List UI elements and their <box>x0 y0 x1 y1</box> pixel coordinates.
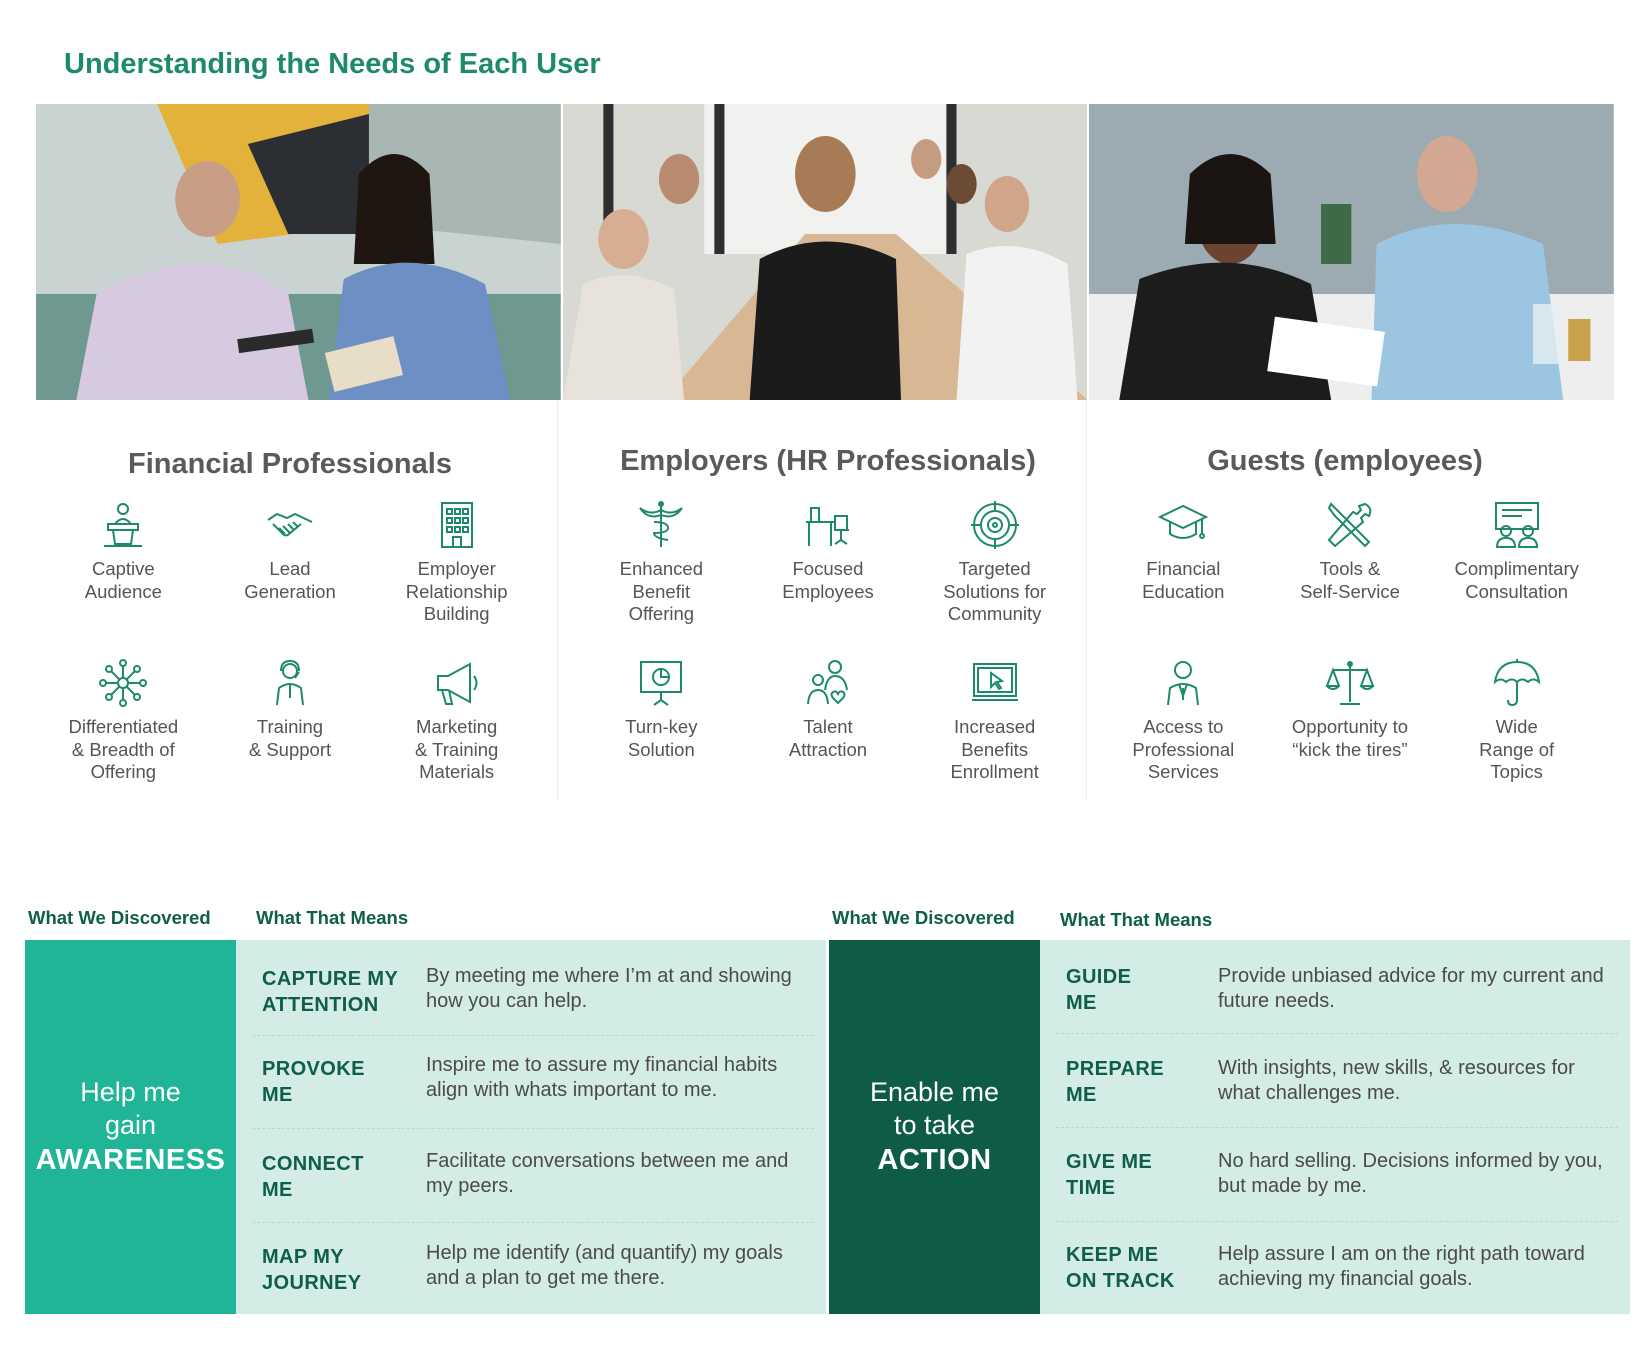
feature-item <box>745 500 912 642</box>
headset-person-icon <box>265 658 315 708</box>
section-1-means-label: What That Means <box>256 907 409 928</box>
lead-line: to take <box>893 1110 976 1140</box>
feature-label: Captive Audience <box>84 558 162 602</box>
feature-item <box>1267 658 1434 800</box>
row-value: By meeting me where I’m at and showing how you can help. <box>426 965 792 1012</box>
handshake-icon <box>265 500 315 550</box>
presentation-board-icon <box>636 658 686 708</box>
megaphone-icon <box>432 658 482 708</box>
row-key: GIVE ME TIME <box>1066 1151 1153 1199</box>
lead-line: Help me <box>80 1077 181 1107</box>
people-heart-icon <box>803 658 853 708</box>
building-icon <box>432 500 482 550</box>
lead-strong: ACTION <box>877 1144 992 1176</box>
row-separator <box>252 1035 814 1036</box>
feature-item <box>40 658 207 800</box>
row-key: PROVOKE ME <box>262 1058 365 1106</box>
row-key: PREPARE ME <box>1066 1058 1165 1106</box>
section-2-means-label: What That Means <box>1060 909 1213 930</box>
column-heading: Financial Professionals <box>128 448 452 480</box>
feature-label: Tools & Self-Service <box>1300 558 1400 602</box>
row-key: MAP MY JOURNEY <box>262 1246 362 1294</box>
podium-icon <box>98 500 148 550</box>
photo-financial-professionals <box>36 104 561 400</box>
row-value: Inspire me to assure my financial habits align with whats important to me. <box>426 1054 778 1101</box>
feature-item <box>1433 658 1600 800</box>
photo-strip <box>36 104 1614 400</box>
row-separator <box>252 1222 814 1223</box>
desk-chair-icon <box>803 500 853 550</box>
feature-label: Focused Employees <box>782 558 874 602</box>
feature-label: Complimentary Consultation <box>1454 558 1579 602</box>
row-key: CONNECT ME <box>262 1153 364 1201</box>
row-separator <box>252 1128 814 1129</box>
feature-label: Wide Range of Topics <box>1479 716 1555 782</box>
icon-grid <box>40 500 540 800</box>
feature-label: Differentiated & Breadth of Offering <box>68 716 179 782</box>
feature-item <box>373 500 540 642</box>
feature-label: Targeted Solutions for Community <box>943 558 1047 624</box>
feature-item <box>207 500 374 642</box>
feature-item <box>911 658 1078 800</box>
column-heading: Employers (HR Professionals) <box>620 445 1036 477</box>
feature-item <box>578 658 745 800</box>
network-icon <box>98 658 148 708</box>
awareness-box <box>25 940 236 1314</box>
row-value: Provide unbiased advice for my current and future needs. <box>1218 965 1604 1012</box>
section-2-discovered-label: What We Discovered <box>832 907 1015 928</box>
lead-line: gain <box>104 1110 157 1140</box>
feature-item <box>911 500 1078 642</box>
icon-grid <box>578 500 1078 800</box>
consultation-icon <box>1492 500 1542 550</box>
row-key: KEEP ME ON TRACK <box>1066 1244 1175 1292</box>
caduceus-icon <box>636 500 686 550</box>
row-value: No hard selling. Decisions informed by you, but made by me. <box>1218 1150 1603 1197</box>
feature-label: Enhanced Benefit Offering <box>619 558 703 624</box>
laptop-cursor-icon <box>970 658 1020 708</box>
column-guests <box>1100 418 1600 818</box>
feature-item <box>1267 500 1434 642</box>
feature-item <box>1100 658 1267 800</box>
row-separator <box>1056 1033 1618 1034</box>
column-divider <box>1086 400 1087 800</box>
page-title: Understanding the Needs of Each User <box>64 48 601 80</box>
row-value: With insights, new skills, & resources for what challenges me. <box>1218 1057 1575 1104</box>
tools-icon <box>1325 500 1375 550</box>
feature-item <box>1433 500 1600 642</box>
row-separator <box>1056 1127 1618 1128</box>
target-icon <box>970 500 1020 550</box>
column-divider <box>557 400 558 800</box>
column-financial-professionals <box>40 418 540 818</box>
column-employers <box>578 418 1078 818</box>
icon-grid <box>1100 500 1600 800</box>
feature-item <box>1100 500 1267 642</box>
section-1-discovered-label: What We Discovered <box>28 907 211 928</box>
feature-label: Access to Professional Services <box>1132 716 1235 782</box>
feature-label: Increased Benefits Enrollment <box>950 716 1039 782</box>
row-key: GUIDE ME <box>1066 966 1132 1014</box>
scales-icon <box>1325 658 1375 708</box>
photo-guests <box>1089 104 1614 400</box>
feature-item <box>207 658 374 800</box>
row-separator <box>1056 1221 1618 1222</box>
feature-label: Opportunity to “kick the tires” <box>1291 716 1409 760</box>
action-box <box>829 940 1040 1314</box>
row-key: CAPTURE MY ATTENTION <box>262 968 399 1016</box>
feature-label: Employer Relationship Building <box>405 558 508 624</box>
feature-label: Financial Education <box>1142 558 1225 602</box>
lead-line: Enable me <box>869 1077 1000 1107</box>
feature-item <box>40 500 207 642</box>
feature-label: Marketing & Training Materials <box>415 716 499 782</box>
graduation-cap-icon <box>1158 500 1208 550</box>
row-value: Help me identify (and quantify) my goals and a plan to get me there. <box>426 1242 783 1289</box>
feature-item <box>578 500 745 642</box>
column-heading: Guests (employees) <box>1207 445 1483 477</box>
feature-label: Training & Support <box>248 716 332 760</box>
professional-person-icon <box>1158 658 1208 708</box>
feature-label: Talent Attraction <box>788 716 868 760</box>
photo-employers <box>563 104 1088 400</box>
row-value: Help assure I am on the right path toward achieving my financial goals. <box>1218 1243 1585 1290</box>
feature-item <box>745 658 912 800</box>
feature-label: Turn-key Solution <box>625 716 698 760</box>
feature-label: Lead Generation <box>244 558 336 602</box>
row-value: Facilitate conversations between me and my peers. <box>426 1150 789 1197</box>
feature-item <box>373 658 540 800</box>
lead-strong: AWARENESS <box>35 1144 226 1176</box>
umbrella-icon <box>1492 658 1542 708</box>
